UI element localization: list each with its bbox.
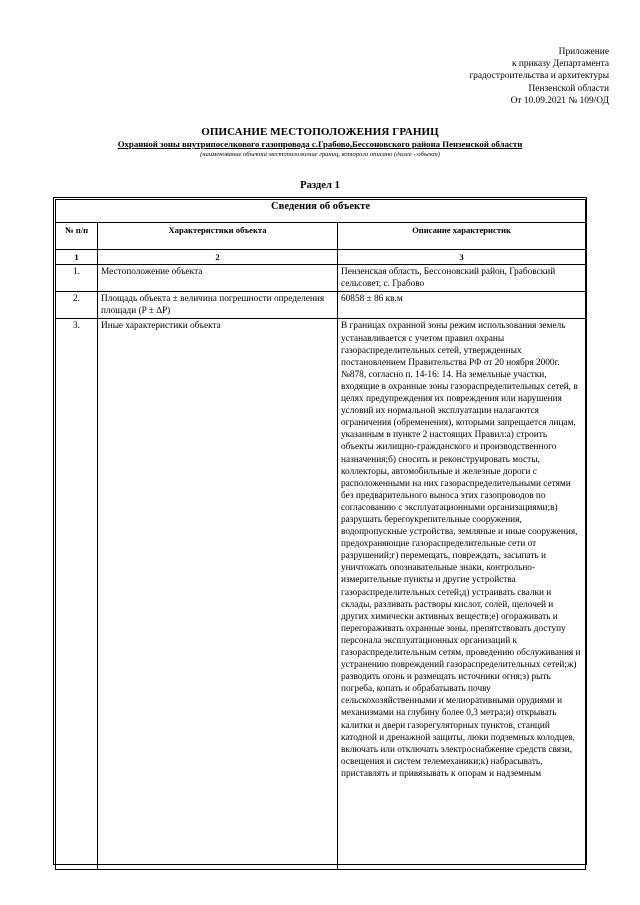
document-subtitle: Охранной зоны внутрипоселкового газопровода с.Грабово,Бессоновского района Пензенской области: [117, 139, 523, 149]
table-row: [56, 292, 586, 319]
appendix-block: [469, 46, 609, 107]
header-num: № п/п: [56, 223, 98, 250]
row-num: 1.: [56, 265, 98, 292]
index-cell: 2: [98, 250, 338, 265]
appendix-line: Пензенской области: [528, 83, 609, 94]
row-num: 2.: [56, 292, 98, 319]
row-description: 60858 ± 86 кв.м: [338, 292, 586, 319]
appendix-line: От 10.09.2021 № 109/ОД: [510, 95, 609, 106]
row-characteristic: Площадь объекта ± величина погрешности определения площади (P ± ∆P): [98, 292, 338, 319]
table-header-row: [56, 223, 586, 250]
document-subtitle-hint: (наименование объекта местоположение границ, которого описано (далее - объект): [200, 151, 440, 158]
row-characteristic: Иные характеристики объекта: [98, 319, 338, 870]
table-row: [56, 319, 586, 870]
appendix-line: градостроительства и архитектуры: [469, 71, 609, 82]
table-row: [56, 265, 586, 292]
index-cell: 3: [338, 250, 586, 265]
object-info-table: [55, 199, 586, 870]
index-cell: 1: [56, 250, 98, 265]
row-characteristic: Местоположение объекта: [98, 265, 338, 292]
table-title-row: [56, 200, 586, 223]
table-index-row: [56, 250, 586, 265]
appendix-line: к приказу Департамента: [512, 59, 609, 70]
row-num: 3.: [56, 319, 98, 870]
table-title: Сведения об объекте: [56, 200, 586, 223]
header-description: Описание характеристик: [338, 223, 586, 250]
document-title: ОПИСАНИЕ МЕСТОПОЛОЖЕНИЯ ГРАНИЦ: [201, 126, 439, 138]
header-characteristic: Характеристики объекта: [98, 223, 338, 250]
row-description: В границах охранной зоны режим использования земель устанавливается с учетом правил охраны газораспределительных сетей, утвержденных постановлением Правительства РФ от 20 ноября 2000г. №878, согласно п. 14-16: 14. На земельные участки, входящие в охранные зоны газораспределительных сетей, в целях предупреждения их повреждения или нарушения условий их нормальной эксплуатации налагаются ограничения (обременения), которыми запрещается лицам, указанным в пункте 2 настоящих Правил:а) строить объекты жилищно-гражданского и производственного назначения;б) сносить и реконструировать мосты, коллекторы, автомобильные и железные дороги с расположенными на них газораспределительными сетями без предварительного выноса этих газопроводов по согласованию с эксплуатационными организациями;в) разрушать берегоукрепительные сооружения, водопропускные устройства, земляные и иные сооружения, предохраняющие газораспределительные сети от разрушений;г) перемещать, повреждать, засыпать и уничтожать опознавательные знаки, контрольно-измерительные пункты и другие устройства газораспределительных сетей;д) устраивать свалки и склады, разливать растворы кислот, солей, щелочей и других химически активных веществ;е) огораживать и перегораживать охранные зоны, препятствовать доступу персонала эксплуатационных организаций к газораспределительным сетям, проведению обслуживания и устранению повреждений газораспределительных сетей;ж) разводить огонь и размещать источники огня;з) рыть погреба, копать и обрабатывать почву сельскохозяйственными и мелиоративными орудиями и механизмами на глубину более 0,3 метра;и) открывать калитки и двери газорегуляторных пунктов, станций катодной и дренажной защиты, люки подземных колодцев, включать или отключать электроснабжение средств связи, освещения и систем телемеханики;к) набрасывать, приставлять и привязывать к опорам и надземным: [338, 319, 586, 870]
section-title: Раздел 1: [300, 180, 340, 191]
row-description: Пензенская область, Бессоновский район, Грабовский сельсовет, с. Грабово: [338, 265, 586, 292]
appendix-line: Приложение: [558, 47, 609, 57]
